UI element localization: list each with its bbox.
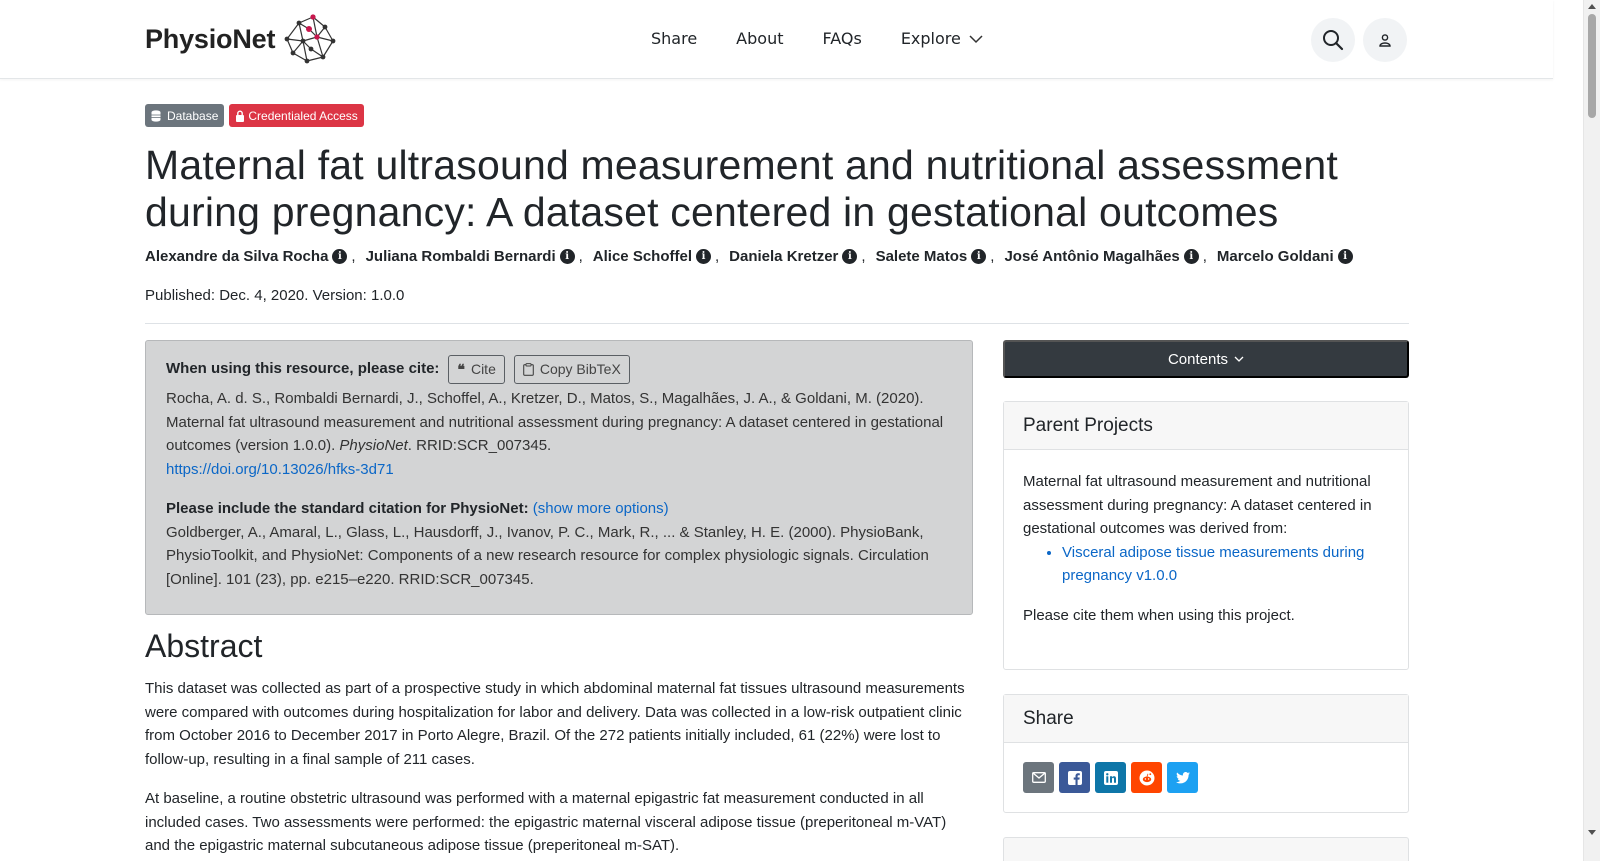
database-icon [151, 110, 161, 122]
citation-header [166, 355, 952, 383]
author-name-text: Daniela Kretzer [729, 248, 839, 265]
author-name-text: José Antônio Magalhães [1004, 248, 1180, 265]
reddit-icon [1139, 770, 1155, 786]
main-nav [651, 29, 1022, 48]
author-separator: , [715, 248, 720, 265]
physionet-logo[interactable] [145, 13, 337, 65]
abstract-paragraph-1: This dataset was collected as part of a prospective study in which abdominal maternal fat tissues ultrasound measurements were compared with outcomes during hospitalization for labor and delivery. Data was collected in a low-risk outpatient clinic from October 2016 to December 2017 in Porto Alegre, Brazil. Of the 272 patients initially included, 61 (22%) were lost to follow-up, resulting in a final sample of 211 cases. [145, 680, 965, 768]
info-icon[interactable]: i [842, 249, 857, 264]
show-more-options-link[interactable]: (show more options) [532, 500, 669, 517]
citation-rrid: . RRID:SCR_007345. [407, 437, 552, 454]
scrollbar-thumb[interactable] [1588, 14, 1596, 118]
nav-faqs[interactable]: FAQs [822, 29, 862, 48]
share-heading: Share [1004, 695, 1408, 743]
author-name-text: Salete Matos [875, 248, 968, 265]
copy-bibtex-label: Copy BibTeX [539, 361, 621, 377]
share-card [1003, 694, 1409, 813]
search-button[interactable] [1311, 18, 1355, 62]
credentialed-access-label: Credentialed Access [248, 108, 358, 123]
list-item [1062, 541, 1389, 588]
info-icon[interactable]: i [971, 249, 986, 264]
quote-icon: ❝ [457, 360, 465, 377]
author-separator: , [1202, 248, 1207, 265]
project-badges [145, 104, 364, 127]
author-name [729, 248, 857, 265]
parent-projects-note: Please cite them when using this project. [1023, 606, 1295, 624]
nav-about[interactable]: About [736, 29, 784, 48]
author-list [145, 248, 1353, 265]
author-name [366, 248, 575, 265]
author-name [876, 248, 987, 265]
logo-text: PhysioNet [145, 23, 276, 54]
citation-text-main: Rocha, A. d. S., Rombaldi Bernardi, J., Schoffel, A., Kretzer, D., Matos, S., Magalhães, J. A., & Goldani, M. (2020). Maternal fat ultrasound measurement and nutritional assessment during pregnancy: A dataset centered in gestational outcomes (version 1.0.0). [166, 390, 944, 454]
parent-projects-heading: Parent Projects [1004, 402, 1408, 450]
cite-button[interactable] [448, 355, 504, 384]
abstract-heading: Abstract [145, 628, 263, 664]
nav-share[interactable]: Share [651, 29, 698, 48]
facebook-icon [1068, 771, 1082, 785]
author-separator: , [351, 248, 356, 265]
database-badge-label: Database [167, 108, 219, 123]
citation-box [145, 340, 973, 615]
lock-icon [235, 110, 245, 122]
database-badge [145, 104, 224, 127]
share-buttons [1004, 743, 1408, 812]
author-name-text: Alice Schoffel [592, 248, 692, 265]
author-name-text: Alexandre da Silva Rocha [145, 248, 329, 265]
info-icon[interactable]: i [1338, 249, 1353, 264]
parent-project-link[interactable]: Visceral adipose tissue measurements during pregnancy v1.0.0 [1062, 543, 1365, 584]
copy-bibtex-button[interactable] [514, 355, 630, 384]
info-icon[interactable]: i [696, 249, 711, 264]
cite-button-label: Cite [470, 361, 496, 377]
credentialed-access-badge [229, 104, 363, 127]
parent-projects-card [1003, 401, 1409, 670]
account-button[interactable] [1363, 18, 1407, 62]
chevron-down-icon [969, 34, 983, 44]
author-separator: , [990, 248, 995, 265]
standard-citation-heading-text: Please include the standard citation for PhysioNet: [166, 500, 529, 517]
chevron-down-icon [1234, 356, 1244, 363]
standard-citation-heading [166, 497, 952, 521]
parent-projects-text: Maternal fat ultrasound measurement and nutritional assessment during pregnancy: A dataset centered in gestational outcomes was derived from: [1023, 473, 1372, 537]
contents-label: Contents [1167, 350, 1229, 368]
author-name-text: Juliana Rombaldi Bernardi [365, 248, 556, 265]
top-navbar [0, 0, 1553, 79]
clipboard-icon [523, 363, 534, 376]
citation-journal: PhysioNet [339, 437, 408, 454]
share-email-button[interactable] [1023, 762, 1054, 793]
next-card [1003, 837, 1409, 861]
scroll-up-arrow[interactable] [1588, 4, 1596, 9]
page-scrollbar[interactable] [1583, 0, 1600, 861]
project-title: Maternal fat ultrasound measurement and nutritional assessment during pregnancy: A dataset centered in gestational outcomes [145, 142, 1338, 235]
standard-citation-text: Goldberger, A., Amaral, L., Glass, L., Hausdorff, J., Ivanov, P. C., Mark, R., ... & Stanley, H. E. (2000). PhysioBank, PhysioToolkit, and PhysioNet: Components of a new research resource for complex physiologic signals. Circulation [Online]. 101 (23), pp. e215–e220. RRID:SCR_007345. [166, 523, 929, 588]
author-name [1217, 248, 1353, 265]
info-icon[interactable]: i [332, 249, 347, 264]
author-name [145, 248, 347, 265]
author-name [593, 248, 711, 265]
scroll-down-arrow[interactable] [1588, 830, 1596, 835]
abstract-paragraph-2: At baseline, a routine obstetric ultrasound was performed with a maternal epigastric fat measurement conducted in all included cases. Two assessments were performed: the epigastric maternal visceral adipose tissue (preperitoneal m-VAT) and the epigastric maternal subcutaneous adipose tissue (preperitoneal m-SAT). [145, 790, 947, 854]
doi-link[interactable]: https://doi.org/10.13026/hfks-3d71 [166, 460, 394, 478]
share-facebook-button[interactable] [1059, 762, 1090, 793]
info-icon[interactable]: i [560, 249, 575, 264]
divider [145, 323, 1409, 324]
nav-explore-label: Explore [900, 29, 961, 48]
linkedin-icon [1104, 771, 1118, 785]
network-logo-icon [281, 13, 337, 65]
citation-text [166, 387, 952, 481]
author-separator: , [578, 248, 583, 265]
author-name [1004, 248, 1198, 265]
share-reddit-button[interactable] [1131, 762, 1162, 793]
info-icon[interactable]: i [1184, 249, 1199, 264]
nav-explore[interactable] [901, 29, 983, 48]
share-linkedin-button[interactable] [1095, 762, 1126, 793]
search-icon [1322, 29, 1344, 51]
user-icon [1378, 33, 1392, 47]
citation-heading: When using this resource, please cite: [166, 360, 440, 378]
author-name-text: Marcelo Goldani [1216, 248, 1334, 265]
parent-projects-list [1062, 541, 1389, 588]
parent-projects-body [1004, 450, 1408, 647]
twitter-icon [1176, 772, 1190, 784]
published-info: Published: Dec. 4, 2020. Version: 1.0.0 [145, 287, 405, 304]
share-twitter-button[interactable] [1167, 762, 1198, 793]
author-separator: , [861, 248, 866, 265]
email-icon [1032, 772, 1046, 783]
contents-dropdown-button[interactable] [1003, 340, 1409, 378]
